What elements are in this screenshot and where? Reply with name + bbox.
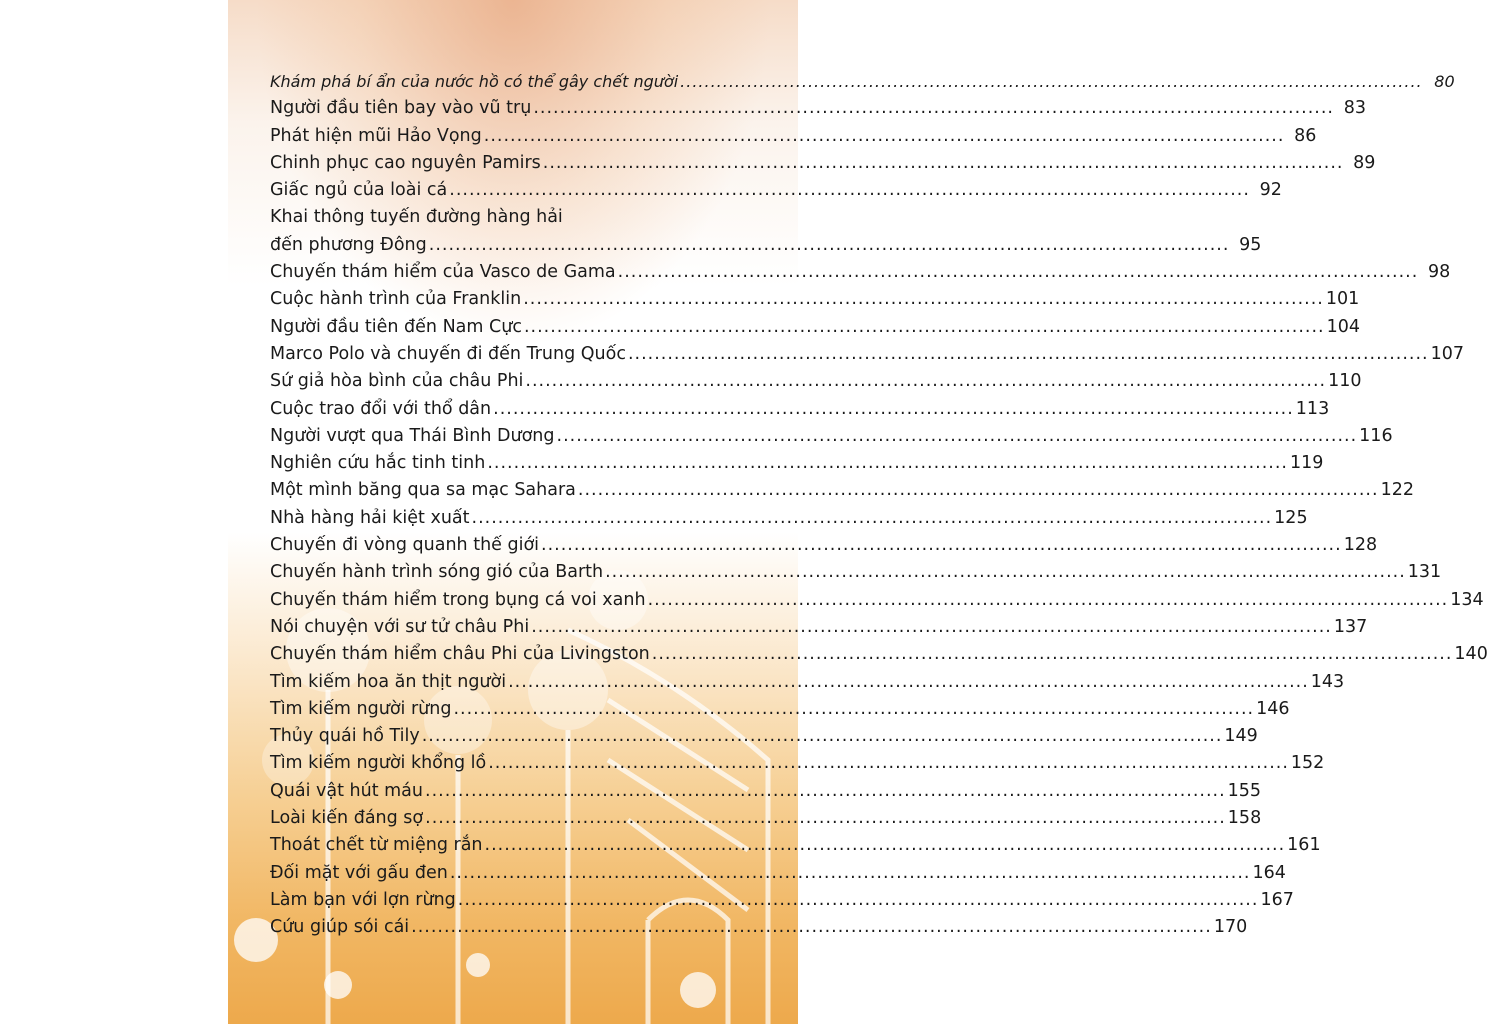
toc-entry[interactable] — [270, 914, 1248, 941]
toc-page: 146 — [1256, 698, 1290, 719]
toc-entry[interactable] — [270, 450, 1324, 477]
toc-leader — [485, 832, 1286, 859]
toc-page: 119 — [1289, 453, 1324, 474]
toc-leader — [425, 805, 1226, 832]
toc-entry[interactable] — [270, 505, 1308, 532]
toc-leader — [472, 505, 1273, 532]
toc-page: 110 — [1328, 371, 1362, 392]
toc-entry[interactable] — [270, 341, 1465, 368]
toc-title: Người vượt qua Thái Bình Dương — [270, 425, 555, 446]
toc-entry[interactable] — [270, 150, 1376, 177]
toc-page: 134 — [1450, 589, 1484, 610]
book-page — [228, 0, 1488, 1024]
toc-page: 116 — [1359, 425, 1393, 446]
toc-leader — [541, 532, 1342, 559]
toc-title: Khai thông tuyến đường hàng hải — [270, 207, 563, 228]
toc-page: 86 — [1294, 125, 1317, 146]
toc-entry[interactable] — [270, 423, 1393, 450]
toc-leader — [484, 123, 1285, 150]
toc-page: 140 — [1454, 644, 1488, 665]
toc-leader — [648, 587, 1449, 614]
toc-title: Loài kiến đáng sợ — [270, 808, 424, 829]
toc-title: Làm bạn với lợn rừng — [270, 889, 456, 910]
decor-bubble-3 — [466, 953, 490, 977]
toc-title: Đối mặt với gấu đen — [270, 862, 448, 883]
toc-leader — [411, 914, 1212, 941]
toc-leader — [450, 860, 1251, 887]
toc-entry[interactable] — [270, 368, 1362, 395]
toc-title: Cứu giúp sói cái — [270, 917, 410, 938]
toc-leader — [605, 559, 1406, 586]
toc-page: 161 — [1287, 835, 1321, 856]
toc-entry[interactable] — [270, 232, 1262, 259]
toc-leader — [533, 95, 1334, 122]
toc-entry[interactable] — [270, 723, 1258, 750]
toc-page: 101 — [1325, 289, 1360, 310]
toc-title: Thoát chết từ miệng rắn — [270, 835, 483, 856]
toc-leader — [628, 341, 1429, 368]
toc-title: Giấc ngủ của loài cá — [270, 180, 448, 201]
toc-leader — [422, 723, 1223, 750]
toc-leader — [458, 887, 1259, 914]
toc-leader — [557, 423, 1358, 450]
toc-title: Chuyến thám hiểm của Vasco de Gama — [270, 262, 616, 283]
toc-page: 95 — [1239, 234, 1262, 255]
toc-page: 152 — [1290, 753, 1325, 774]
toc-entry[interactable] — [270, 123, 1317, 150]
toc-entry[interactable] — [270, 860, 1286, 887]
toc-page: 80 — [1434, 72, 1455, 91]
toc-entry[interactable] — [270, 204, 740, 231]
toc-entry[interactable] — [270, 177, 1282, 204]
toc-title: Nghiên cứu hắc tinh tinh — [270, 453, 486, 474]
toc-leader — [523, 286, 1324, 313]
toc-entry[interactable] — [270, 587, 1484, 614]
toc-leader — [618, 259, 1419, 286]
toc-entry[interactable] — [270, 314, 1361, 341]
toc-leader — [543, 150, 1344, 177]
toc-leader — [531, 614, 1332, 641]
toc-title: Cuộc hành trình của Franklin — [270, 289, 522, 310]
toc-page: 83 — [1343, 98, 1366, 119]
toc-leader — [449, 177, 1250, 204]
toc-title: Phát hiện mũi Hảo Vọng — [270, 125, 482, 146]
toc-entry[interactable] — [270, 396, 1330, 423]
toc-title: Khám phá bí ẩn của nước hồ có thể gây chết người — [270, 72, 679, 91]
toc-leader — [429, 232, 1230, 259]
toc-title: Tìm kiếm người khổng lồ — [270, 753, 487, 774]
toc-leader — [524, 314, 1325, 341]
toc-entry[interactable] — [270, 532, 1378, 559]
toc-entry[interactable] — [270, 778, 1262, 805]
toc-page: 122 — [1380, 480, 1414, 501]
toc-entry[interactable] — [270, 614, 1368, 641]
toc-title: Cuộc trao đổi với thổ dân — [270, 398, 492, 419]
toc-leader — [508, 669, 1309, 696]
toc-title: Một mình băng qua sa mạc Sahara — [270, 480, 576, 501]
toc-title: Chuyến thám hiểm trong bụng cá voi xanh — [270, 589, 646, 610]
toc-page: 104 — [1326, 316, 1361, 337]
toc-page: 155 — [1227, 780, 1262, 801]
toc-title: Chuyến thám hiểm châu Phi của Livingston — [270, 644, 650, 665]
toc-page: 164 — [1252, 862, 1286, 883]
toc-title: đến phương Đông — [270, 234, 427, 255]
toc-title: Marco Polo và chuyến đi đến Trung Quốc — [270, 343, 626, 364]
toc-leader — [493, 396, 1294, 423]
toc-title: Tìm kiếm hoa ăn thịt người — [270, 671, 507, 692]
toc-entry[interactable] — [270, 477, 1414, 504]
toc-title: Nhà hàng hải kiệt xuất — [270, 507, 470, 528]
toc-entry[interactable] — [270, 559, 1442, 586]
toc-page: 92 — [1259, 180, 1282, 201]
toc-title: Người đầu tiên đến Nam Cực — [270, 316, 522, 337]
toc-title: Nói chuyện với sư tử châu Phi — [270, 616, 530, 637]
toc-entry[interactable] — [270, 259, 1451, 286]
toc-entry[interactable] — [270, 286, 1360, 313]
toc-entry[interactable] — [270, 887, 1294, 914]
toc-entry[interactable] — [270, 669, 1345, 696]
toc-page: 89 — [1353, 152, 1376, 173]
toc-page: 158 — [1227, 808, 1262, 829]
toc-entry[interactable] — [270, 696, 1290, 723]
toc-leader — [680, 68, 1422, 95]
toc-entry[interactable] — [270, 641, 1488, 668]
toc-leader — [488, 750, 1289, 777]
toc-page: 149 — [1224, 726, 1258, 747]
toc-leader — [487, 450, 1288, 477]
toc-title: Thủy quái hồ Tily — [270, 726, 420, 747]
toc-title: Tìm kiếm người rừng — [270, 698, 452, 719]
toc-title: Người đầu tiên bay vào vũ trụ — [270, 98, 532, 119]
toc-page: 113 — [1295, 398, 1330, 419]
toc-title: Sứ giả hòa bình của châu Phi — [270, 371, 524, 392]
toc-leader — [652, 641, 1453, 668]
toc-title: Chinh phục cao nguyên Pamirs — [270, 152, 541, 173]
toc-page: 170 — [1213, 917, 1248, 938]
toc-title: Chuyến hành trình sóng gió của Barth — [270, 562, 604, 583]
toc-entry[interactable] — [270, 95, 1366, 122]
toc-page: 143 — [1310, 671, 1345, 692]
toc-title: Quái vật hút máu — [270, 780, 423, 801]
toc-page: 98 — [1428, 262, 1451, 283]
toc-entry[interactable] — [270, 832, 1321, 859]
toc-page: 128 — [1343, 535, 1378, 556]
table-of-contents — [270, 68, 1488, 942]
toc-leader — [453, 696, 1254, 723]
toc-page: 167 — [1260, 889, 1294, 910]
toc-leader — [525, 368, 1326, 395]
toc-page: 137 — [1333, 616, 1368, 637]
toc-page: 131 — [1407, 562, 1442, 583]
toc-leader — [578, 477, 1379, 504]
toc-page: 125 — [1274, 507, 1308, 528]
toc-page: 107 — [1430, 343, 1465, 364]
toc-entry[interactable] — [270, 68, 1455, 95]
toc-leader — [425, 778, 1226, 805]
decor-bubble-4 — [680, 972, 716, 1008]
toc-entry[interactable] — [270, 750, 1325, 777]
toc-title: Chuyến đi vòng quanh thế giới — [270, 535, 540, 556]
toc-entry[interactable] — [270, 805, 1262, 832]
